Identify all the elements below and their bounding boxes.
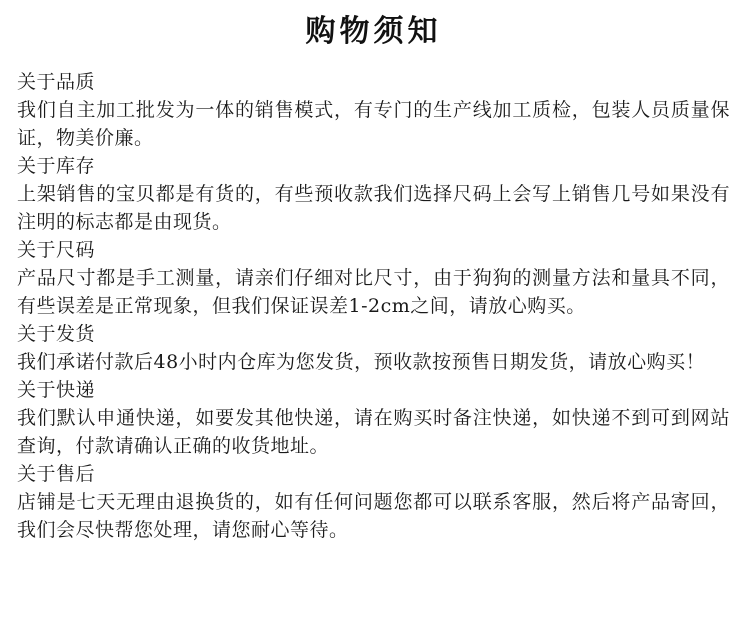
section-shipping [17, 320, 730, 376]
section-courier [17, 376, 730, 460]
section-heading-stock: 关于库存 [17, 155, 96, 177]
section-heading-after-sales: 关于售后 [17, 463, 96, 485]
section-body-quality: 我们自主加工批发为一体的销售模式，有专门的生产线加工质检，包装人员质量保证，物美价廉。 [17, 99, 730, 149]
section-heading-shipping: 关于发货 [17, 323, 96, 345]
section-body-stock: 上架销售的宝贝都是有货的，有些预收款我们选择尺码上会写上销售几号如果没有注明的标志都是由现货。 [17, 183, 730, 233]
section-heading-quality: 关于品质 [17, 71, 96, 93]
page-title: 购物须知 [305, 14, 442, 49]
section-heading-courier: 关于快递 [17, 379, 96, 401]
section-body-after-sales: 店铺是七天无理由退换货的，如有任何问题您都可以联系客服，然后将产品寄回，我们会尽快帮您处理，请您耐心等待。 [17, 491, 730, 541]
section-after-sales [17, 460, 730, 544]
section-quality [17, 68, 730, 152]
section-stock [17, 152, 730, 236]
section-size [17, 236, 730, 320]
section-body-size: 产品尺寸都是手工测量，请亲们仔细对比尺寸，由于狗狗的测量方法和量具不同，有些误差是正常现象，但我们保证误差1-2cm之间，请放心购买。 [17, 267, 730, 317]
section-heading-size: 关于尺码 [17, 239, 96, 261]
section-body-shipping: 我们承诺付款后48小时内仓库为您发货，预收款按预售日期发货，请放心购买！ [17, 351, 706, 373]
section-body-courier: 我们默认申通快递，如要发其他快递，请在购买时备注快递，如快递不到可到网站查询，付款请确认正确的收货地址。 [17, 407, 730, 457]
